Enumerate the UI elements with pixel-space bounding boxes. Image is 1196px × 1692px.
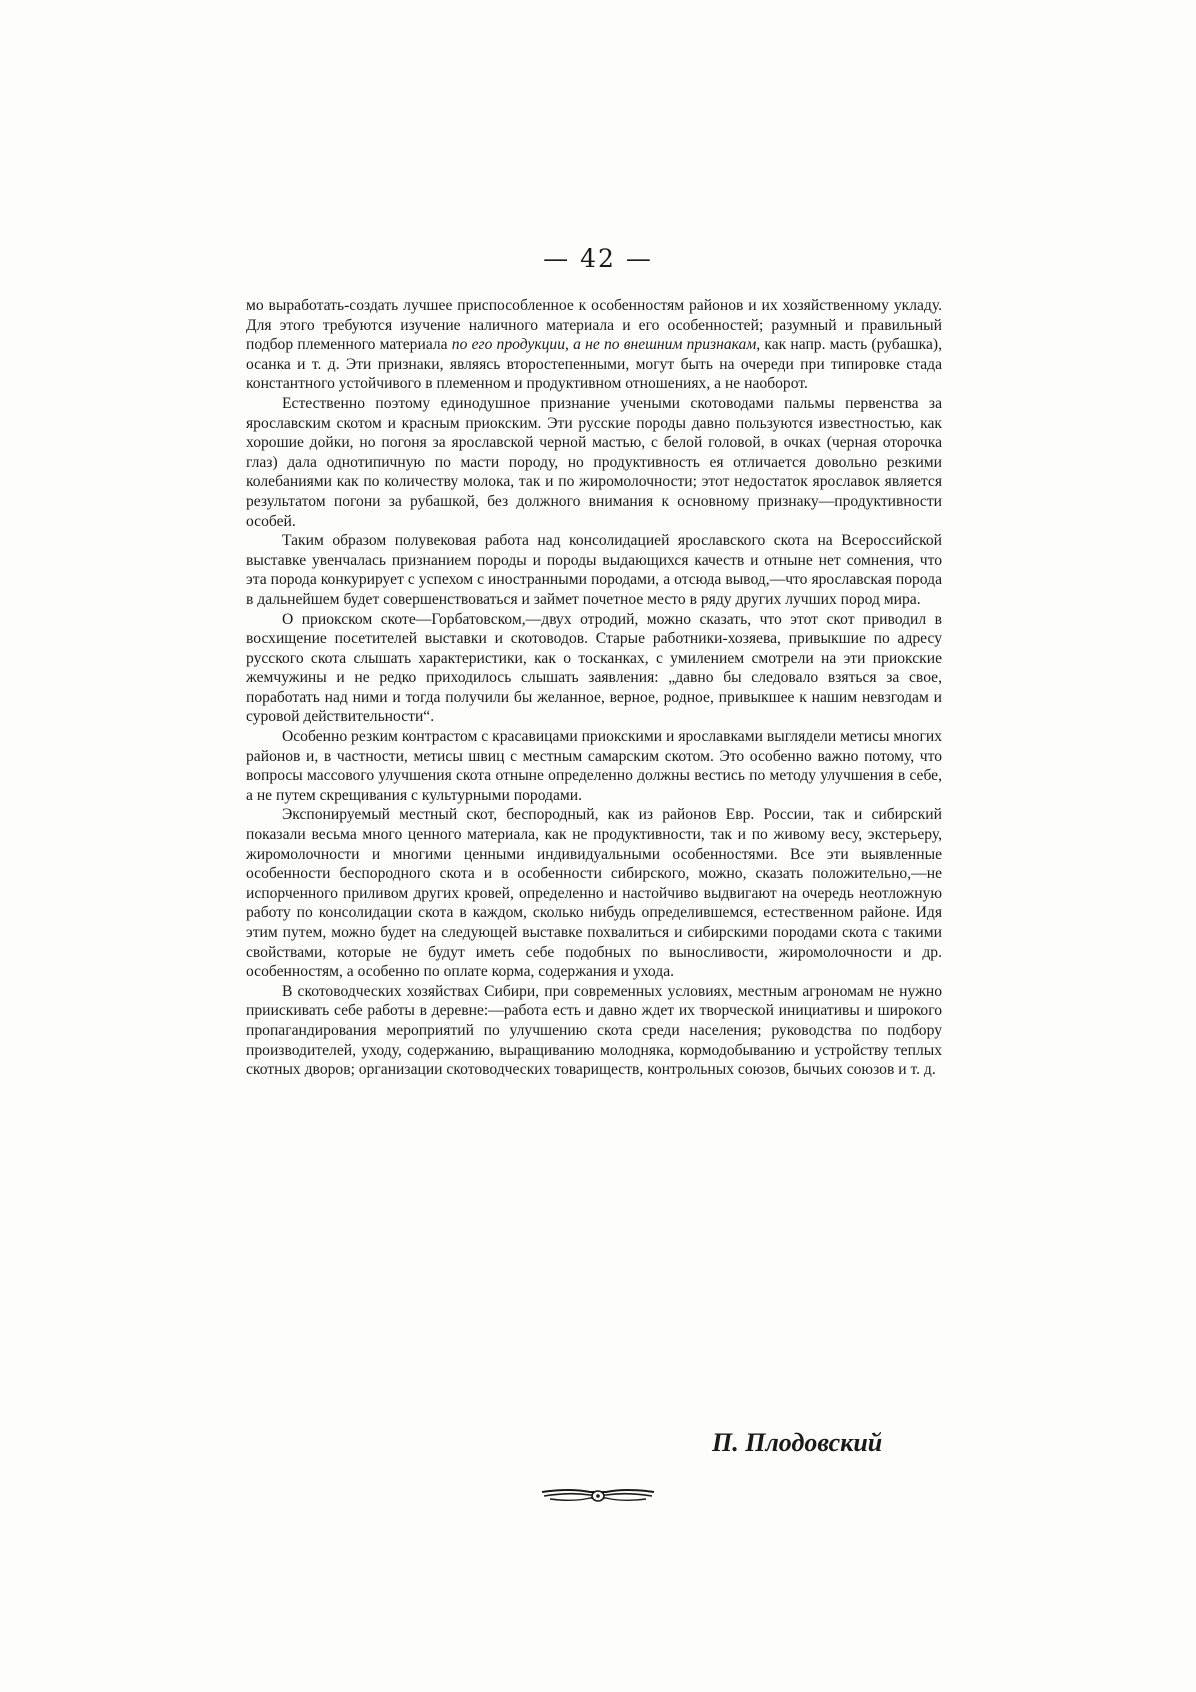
paragraph-1-italic: по его продукции, а не по внешним признакам, <box>451 336 761 354</box>
paragraph-3: Таким образом полувековая работа над консолидацией ярославского скота на Всероссийской выставке увенчалась признанием породы и породы выдающихся качеств и отныне нет сомнения, что эта порода конкурирует с успехом с иностранными породами, а отсюда вывод,—что ярославская порода в дальнейшем будет совершенствоваться и займет почетное место в ряду других лучших пород мира. <box>246 532 942 608</box>
paragraph-4: О приокском скоте—Горбатовском,—двух отродий, можно сказать, что этот скот приводил в восхищение посетителей выставки и скотоводов. Старые работники-хозяева, привыкшие по адресу русского скота слышать характеристики, как о тосканках, с умилением смотрели на эти приокские жемчужины и не редко приходилось слышать заявления: „давно бы следовало взяться за свое, поработать над ними и тогда получили бы желанное, верное, родное, привыкшее к нашим невзгодам и суровой действительности“. <box>246 610 942 726</box>
paragraph-1-after: как напр. масть (рубашка), осанка и т. д. Эти признаки, являясь второстепенными, могут быть на очереди при типировке стада константного устойчивого в племенном и продуктивном отношениях, а не наоборот. <box>246 336 942 393</box>
paragraph-1 <box>246 296 942 394</box>
paragraph-1-before: мо выработать-создать лучшее приспособленное к особенностям районов и их хозяйственному укладу. Для этого требуются изучение наличного материала и его особенностей; разумный и правильный подбор племенного материала <box>246 297 942 354</box>
paragraph-5: Особенно резким контрастом с красавицами приокскими и ярославками выглядели метисы многих районов и, в частности, метисы швиц с местным самарским скотом. Это особенно важно потому, что вопросы массового улучшения скота отныне определенно должны вестись по методу улучшения в себе, а не путем скрещивания с культурными породами. <box>246 728 942 804</box>
paragraph-2: Естественно поэтому единодушное признание учеными скотоводами пальмы первенства за ярославским скотом и красным приокским. Эти русские породы давно пользуются известностью, как хорошие дойки, но погоня за ярославской черной мастью, с белой головой, в очках (черная оторочка глаз) дала однотипичную по масти породу, но продуктивность ея отличается довольно резкими колебаниями как по количеству молока, так и по жиромолочности; этот недостаток ярославок является результатом погони за рубашкой, без должного внимания к основному признаку—продуктивности особей. <box>246 394 942 530</box>
author-signature: П. Плодовский <box>712 1428 883 1457</box>
paragraph-7: В скотоводческих хозяйствах Сибири, при современных условиях, местным агрономам не нужно приискивать себе работы в деревне:—работа есть и давно ждет их творческой инициативы и широкого пропагандирования мероприятий по улучшению скота среди населения; руководства по подбору производителей, уходу, содержанию, выращиванию молодняка, кормодобыванию и устройству теплых скотных дворов; организации скотоводческих товариществ, контрольных союзов, бычьих союзов и т. д. <box>246 982 942 1079</box>
paragraph-6: Экспонируемый местный скот, беспородный, как из районов Евр. России, так и сибирский показали весьма много ценного материала, как не продуктивности, так и по живому весу, экстерьеру, жиромолочности и многими ценными индивидуальными особенностями. Все эти выявленные особенности беспородного скота и в особенности сибирского, можно, сказать положительно,—не испорченного приливом других кровей, определенно и настойчиво выдвигают на очередь неотложную работу по консолидации скота в каждом, сколько нибудь определившемся, естественном районе. Идя этим путем, можно будет на следующей выставке похвалиться и сибирскими породами скота с такими свойствами, которые не будут иметь себе подобных по выносливости, жиромолочности и др. особенностям, а особенно по оплате корма, содержания и ухода. <box>246 806 942 981</box>
ornament-divider-icon <box>540 1486 656 1504</box>
article-body <box>246 296 942 1080</box>
page-number: — 42 — <box>543 244 653 273</box>
